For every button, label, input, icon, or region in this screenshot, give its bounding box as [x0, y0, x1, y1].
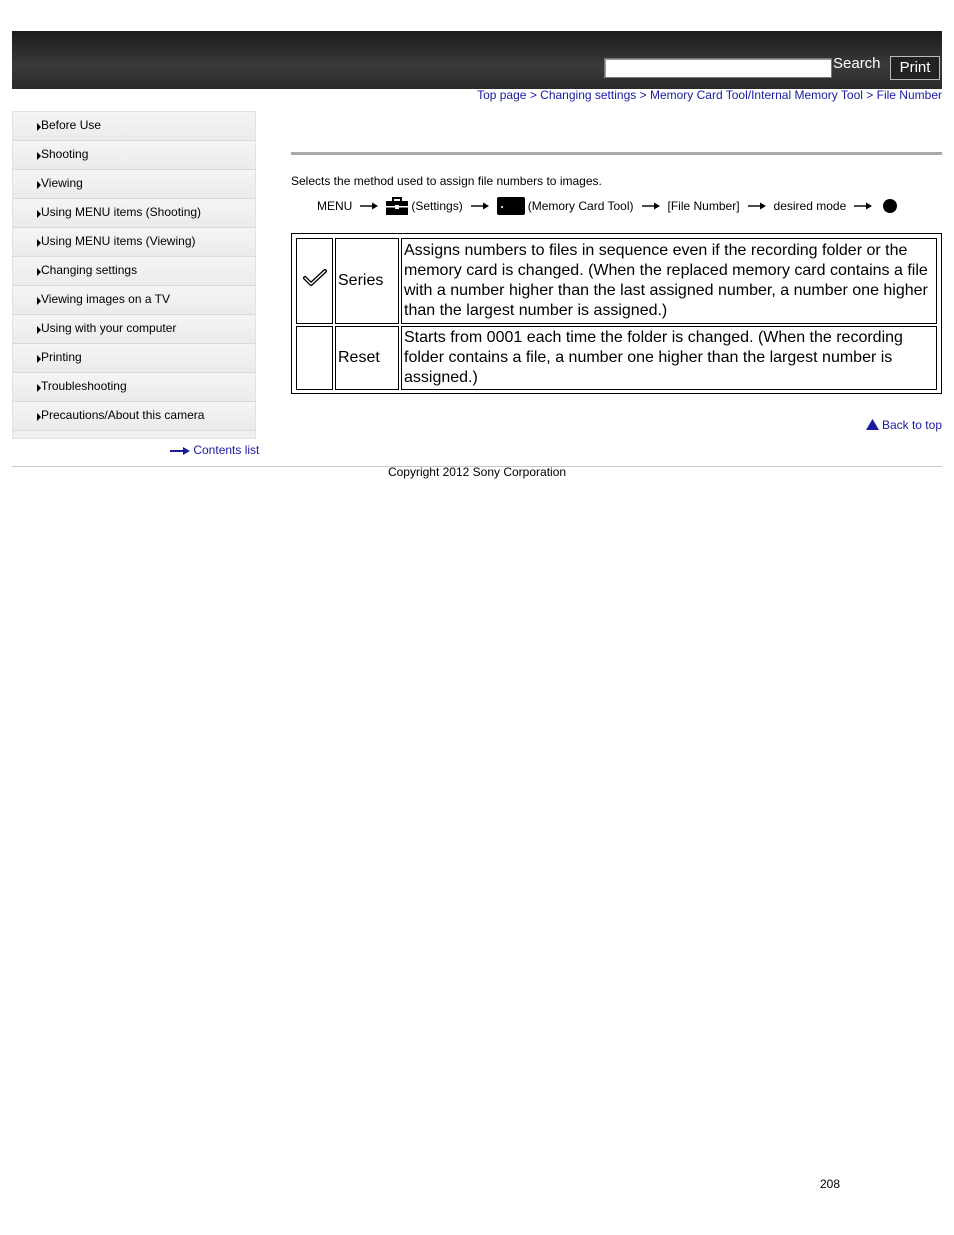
mode-description: Assigns numbers to files in sequence even if the recording folder or the memory card is changed. (When the replaced memory card contains a file with a number higher than the last assigned number, a number one higher than the largest number is assigned.)	[401, 238, 937, 324]
checkmark-icon	[303, 269, 327, 287]
arrow-right-icon	[748, 202, 766, 210]
contents-list-link[interactable]	[170, 443, 259, 457]
triangle-right-icon	[37, 297, 41, 305]
menu-steps	[317, 193, 898, 219]
step-menu: MENU	[317, 199, 353, 213]
toolbox-settings-icon	[386, 197, 408, 215]
back-to-top-link[interactable]	[866, 418, 942, 432]
triangle-right-icon	[37, 239, 41, 247]
breadcrumb-memory-card-tool[interactable]: Memory Card Tool/Internal Memory Tool	[649, 88, 863, 102]
contents-list-label: Contents list	[193, 443, 260, 457]
sidebar-item-precautions[interactable]	[13, 402, 255, 431]
table-row	[296, 326, 937, 390]
sidebar-item-label: Shooting	[41, 147, 89, 161]
sidebar-item-label: Using MENU items (Shooting)	[41, 205, 202, 219]
default-marker-cell	[296, 238, 333, 324]
triangle-up-icon	[866, 419, 879, 430]
memory-card-tool-icon	[497, 197, 525, 215]
triangle-right-icon	[37, 384, 41, 392]
table-row	[296, 238, 937, 324]
triangle-right-icon	[37, 181, 41, 189]
breadcrumb-separator: >	[866, 88, 874, 102]
sidebar-item-troubleshooting[interactable]	[13, 373, 255, 402]
triangle-right-icon	[37, 210, 41, 218]
arrow-right-icon	[170, 447, 190, 455]
sidebar-item-label: Changing settings	[41, 263, 138, 277]
back-to-top-label: Back to top	[881, 418, 942, 432]
triangle-right-icon	[37, 123, 41, 131]
header-bar	[12, 31, 942, 89]
sidebar-item-label: Viewing	[41, 176, 83, 190]
search-button[interactable]: Search	[833, 55, 881, 72]
modes-table	[291, 233, 942, 394]
arrow-right-icon	[854, 202, 872, 210]
center-button-icon	[882, 198, 898, 214]
sidebar-item-viewing[interactable]	[13, 170, 255, 199]
sidebar-item-menu-viewing[interactable]	[13, 228, 255, 257]
breadcrumb-separator: >	[529, 88, 537, 102]
sidebar-item-label: Viewing images on a TV	[41, 292, 170, 306]
sidebar-item-printing[interactable]	[13, 344, 255, 373]
search-input[interactable]	[604, 58, 832, 78]
breadcrumb-file-number[interactable]: File Number	[876, 88, 942, 102]
sidebar-item-label: Troubleshooting	[41, 379, 127, 393]
sidebar-item-computer[interactable]	[13, 315, 255, 344]
step-desired-mode: desired mode	[773, 199, 847, 213]
mode-description: Starts from 0001 each time the folder is changed. (When the recording folder contains a file, a number one higher than the largest number is assigned.)	[401, 326, 937, 390]
triangle-right-icon	[37, 268, 41, 276]
breadcrumb-separator: >	[639, 88, 647, 102]
step-memory-card-tool: (Memory Card Tool)	[527, 199, 634, 213]
sidebar-item-label: Precautions/About this camera	[41, 408, 205, 422]
arrow-right-icon	[471, 202, 489, 210]
default-marker-cell	[296, 326, 333, 390]
sidebar-item-label: Using with your computer	[41, 321, 177, 335]
breadcrumb-changing-settings[interactable]: Changing settings	[540, 88, 637, 102]
sidebar-item-shooting[interactable]	[13, 141, 255, 170]
triangle-right-icon	[37, 355, 41, 363]
title-divider	[291, 152, 942, 155]
step-settings: (Settings)	[411, 199, 463, 213]
mode-name: Series	[335, 238, 399, 324]
breadcrumb-top-page[interactable]: Top page	[477, 88, 527, 102]
copyright-text: Copyright 2012 Sony Corporation	[387, 465, 567, 479]
sidebar-item-changing-settings[interactable]	[13, 257, 255, 286]
sidebar-item-label: Using MENU items (Viewing)	[41, 234, 196, 248]
arrow-right-icon	[360, 202, 378, 210]
sidebar-item-before-use[interactable]	[13, 112, 255, 141]
triangle-right-icon	[37, 326, 41, 334]
print-button[interactable]: Print	[890, 56, 940, 80]
arrow-right-icon	[642, 202, 660, 210]
mode-name: Reset	[335, 326, 399, 390]
sidebar-item-label: Printing	[41, 350, 82, 364]
sidebar-item-viewing-on-tv[interactable]	[13, 286, 255, 315]
triangle-right-icon	[37, 413, 41, 421]
page-number: 208	[820, 1177, 841, 1191]
sidebar-nav	[12, 111, 256, 439]
sidebar-item-label: Before Use	[41, 118, 102, 132]
sidebar-item-menu-shooting[interactable]	[13, 199, 255, 228]
triangle-right-icon	[37, 152, 41, 160]
intro-text: Selects the method used to assign file numbers to images.	[291, 174, 602, 188]
breadcrumb	[477, 88, 942, 102]
step-file-number: [File Number]	[667, 199, 740, 213]
